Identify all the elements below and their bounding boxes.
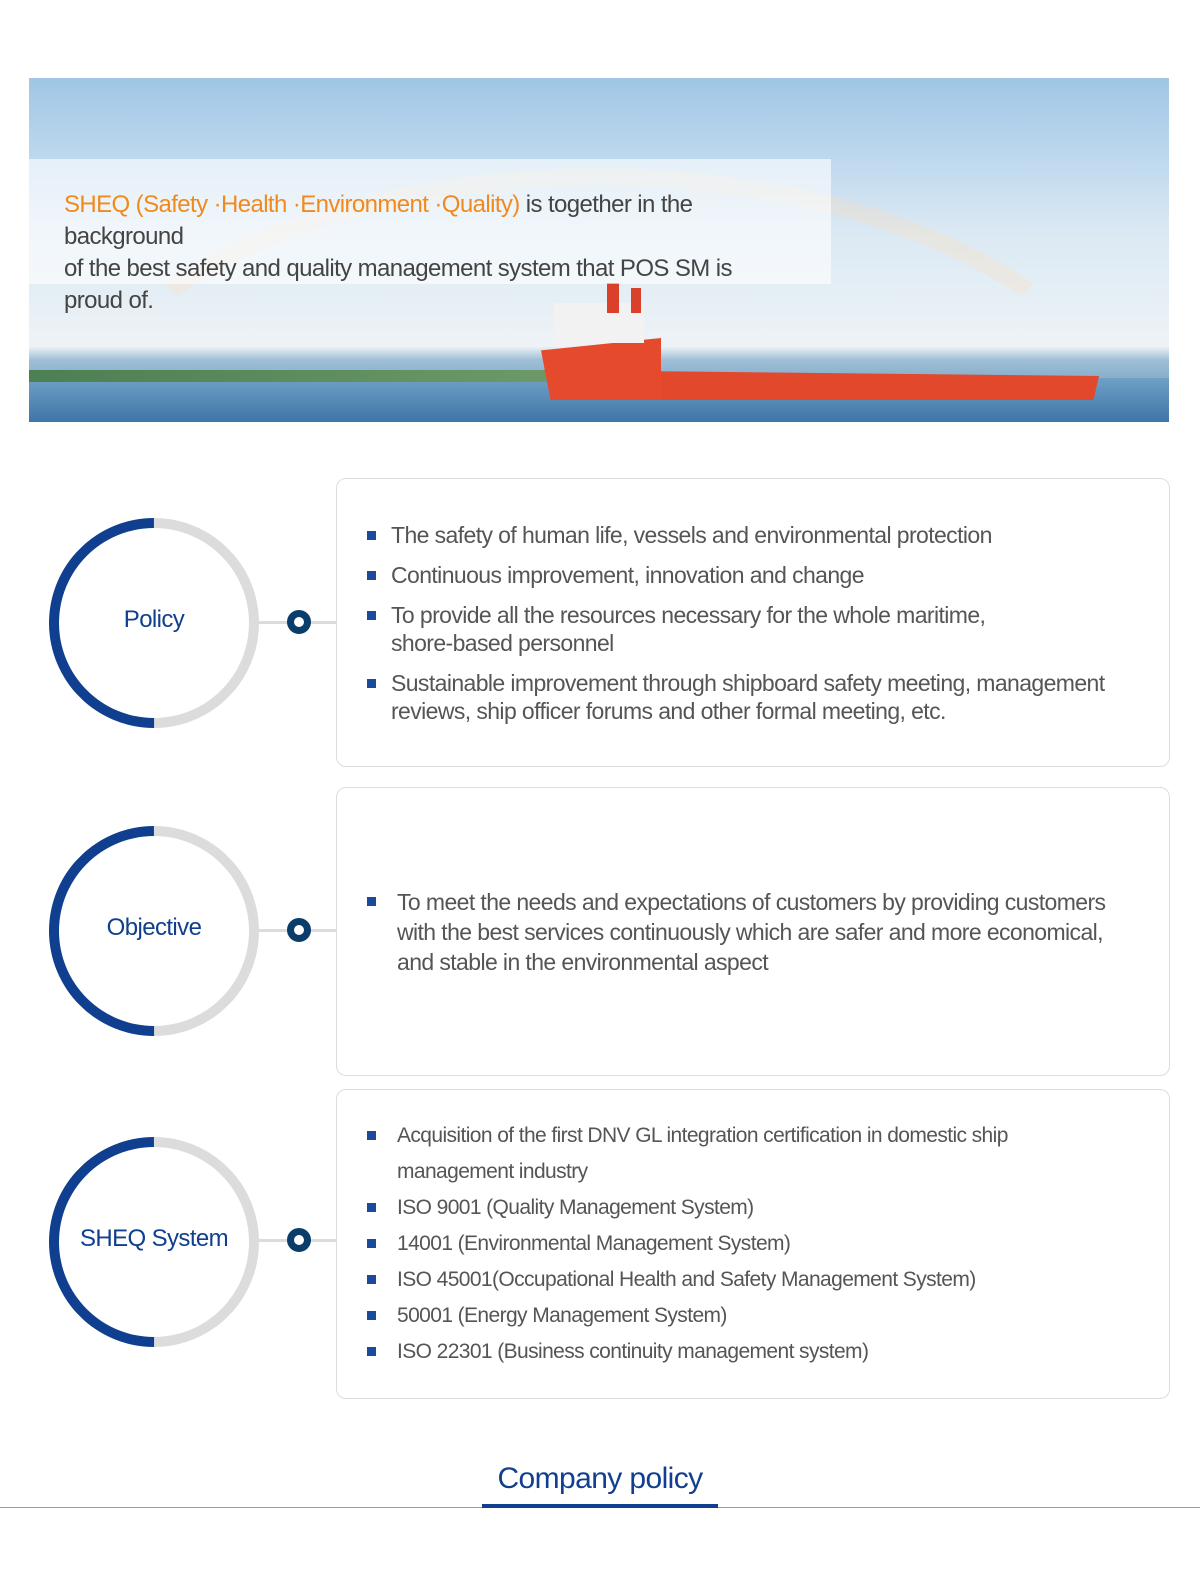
objective-box	[336, 787, 1170, 1076]
list-item: Sustainable improvement through shipboard safety meeting, management reviews, ship officer forums and other formal meeting, etc.	[367, 669, 1127, 725]
shoreline-image	[29, 370, 569, 382]
connector-dot-icon	[287, 1228, 311, 1252]
list-item: ISO 9001 (Quality Management System)	[367, 1190, 1139, 1226]
list-item: Acquisition of the first DNV GL integration certification in domestic ship management industry	[367, 1118, 1057, 1190]
sheq-system-box	[336, 1089, 1170, 1399]
connector-dot-icon	[287, 610, 311, 634]
hero-banner	[29, 78, 1169, 422]
caption-text: of the best safety and quality management system that POS SM is proud of.	[64, 255, 732, 314]
list-item: To meet the needs and expectations of customers by providing customers with the best services continuously which are safer and more economical, and stable in the environmental aspect	[367, 887, 1137, 977]
ship-funnel-image	[607, 283, 619, 313]
list-item: The safety of human life, vessels and environmental protection	[367, 521, 1139, 549]
policy-label: Policy	[123, 606, 185, 633]
caption-text: is together in the background	[64, 191, 693, 250]
caption-highlight: SHEQ (Safety ·Health ·Environment ·Quality)	[64, 191, 520, 218]
tab-company-policy[interactable]: Company policy	[482, 1462, 718, 1508]
list-item: To provide all the resources necessary for the whole maritime, shore-based personnel	[367, 601, 1027, 657]
list-item: ISO 22301 (Business continuity management system)	[367, 1334, 1139, 1370]
banner-caption	[29, 159, 831, 314]
ship-funnel-image	[631, 288, 641, 313]
list-item: Continuous improvement, innovation and change	[367, 561, 1139, 589]
list-item: 50001 (Energy Management System)	[367, 1298, 1139, 1334]
objective-label: Objective	[106, 914, 202, 941]
connector-dot-icon	[287, 918, 311, 942]
list-item: 14001 (Environmental Management System)	[367, 1226, 1139, 1262]
sheq-system-label: SHEQ System	[79, 1225, 229, 1252]
list-item: ISO 45001(Occupational Health and Safety Management System)	[367, 1262, 1139, 1298]
policy-box	[336, 478, 1170, 767]
